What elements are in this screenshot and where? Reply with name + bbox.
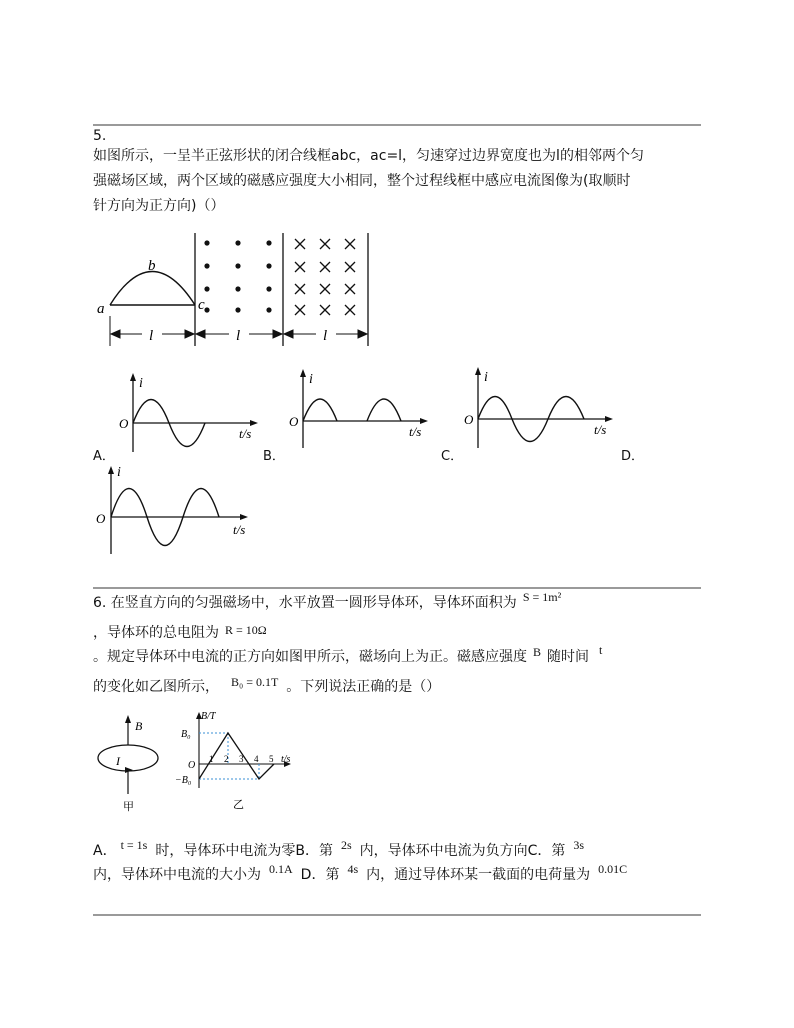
q5-magnetic-field-figure xyxy=(95,228,385,353)
q5-option-b-graph xyxy=(285,366,435,456)
svg-text:乙: 乙 xyxy=(233,798,244,810)
svg-text:B/T: B/T xyxy=(201,711,216,722)
svg-text:4: 4 xyxy=(254,754,259,764)
svg-text:i: i xyxy=(309,372,313,387)
q6-line-4: 的变化如乙图所示， B₀ = 0.1T 。下列说法正确的是（） xyxy=(93,675,441,695)
svg-text:t/s: t/s xyxy=(281,754,291,765)
svg-text:甲: 甲 xyxy=(123,800,134,812)
svg-text:O: O xyxy=(119,416,129,431)
label-a: a xyxy=(97,301,105,317)
svg-text:i: i xyxy=(139,376,143,391)
svg-text:i: i xyxy=(117,465,121,480)
svg-text:t/s: t/s xyxy=(409,424,422,439)
svg-text:1: 1 xyxy=(209,754,214,764)
q6-line-2: ，导体环的总电阻为 R = 10Ω xyxy=(93,623,267,641)
q6-option-c[interactable]: C．第 3s xyxy=(527,838,585,859)
label-b: b xyxy=(148,258,156,274)
q6-option-a[interactable]: A． t = 1s 时，导体环中电流为零 xyxy=(93,838,296,859)
q5-option-c[interactable]: C． xyxy=(441,449,464,464)
label-c: c xyxy=(198,297,205,313)
svg-text:l: l xyxy=(149,328,154,344)
top-divider xyxy=(93,124,701,126)
svg-text:−B₀: −B₀ xyxy=(175,775,192,786)
svg-text:i: i xyxy=(484,370,488,385)
svg-text:B: B xyxy=(135,719,143,733)
q5-number: 5. xyxy=(93,128,107,144)
q5-option-a-graph xyxy=(115,370,265,460)
formula-area: S = 1m² xyxy=(522,590,562,604)
q6-line-3: 。规定导体环中电流的正方向如图甲所示，磁场向上为正。磁感应强度 B 随时间 t xyxy=(93,643,603,665)
q6-options-line-2: 内，导体环中电流的大小为 0.1A D．第 4s 内，通过导体环某一截面的电荷量为 0.01C xyxy=(93,862,628,883)
q6-options-line-1 xyxy=(93,838,584,864)
svg-text:O: O xyxy=(188,760,196,771)
svg-text:I: I xyxy=(116,754,120,768)
svg-text:t/s: t/s xyxy=(594,422,607,437)
svg-text:O: O xyxy=(96,511,106,526)
q5-option-d[interactable]: D． xyxy=(621,449,645,464)
svg-text:t/s: t/s xyxy=(233,522,246,537)
q5-line-3: 针方向为正方向)（） xyxy=(93,198,225,214)
q5-option-a[interactable]: A． xyxy=(93,449,115,464)
middle-divider xyxy=(93,587,701,589)
svg-text:2: 2 xyxy=(224,754,229,764)
q5-option-d-graph xyxy=(93,462,263,557)
svg-text:3: 3 xyxy=(239,754,244,764)
q5-option-c-graph xyxy=(460,364,620,454)
q5-line-1: 如图所示，一呈半正弦形状的闭合线框abc，ac=l，匀速穿过边界宽度也为l的相邻两个匀 xyxy=(93,148,644,164)
svg-text:l: l xyxy=(236,328,241,344)
q5-line-2: 强磁场区域，两个区域的磁感应强度大小相同，整个过程线框中感应电流图像为(取顺时 xyxy=(93,173,631,189)
formula-b0: B₀ = 0.1T xyxy=(231,675,279,689)
svg-text:O: O xyxy=(289,414,299,429)
svg-text:O: O xyxy=(464,412,474,427)
q5-option-b[interactable]: B． xyxy=(263,449,285,464)
q6-option-d[interactable]: D．第 4s 内，通过导体环某一截面的电荷量为 0.01C xyxy=(300,862,628,883)
q6-line-1: 6. 在竖直方向的匀强磁场中，水平放置一圆形导体环，导体环面积为 S = 1m² xyxy=(93,590,562,611)
q6-option-b[interactable]: B．第 2s 内，导体环中电流为负方向 xyxy=(295,838,528,859)
formula-resistance: R = 10Ω xyxy=(225,623,267,637)
svg-text:5: 5 xyxy=(269,754,274,764)
svg-text:B₀: B₀ xyxy=(181,729,191,740)
svg-text:t/s: t/s xyxy=(239,426,252,441)
bottom-divider xyxy=(93,914,701,916)
q6-figure-jia xyxy=(93,712,173,812)
svg-text:l: l xyxy=(323,328,328,344)
q6-figure-yi-graph xyxy=(175,710,305,810)
